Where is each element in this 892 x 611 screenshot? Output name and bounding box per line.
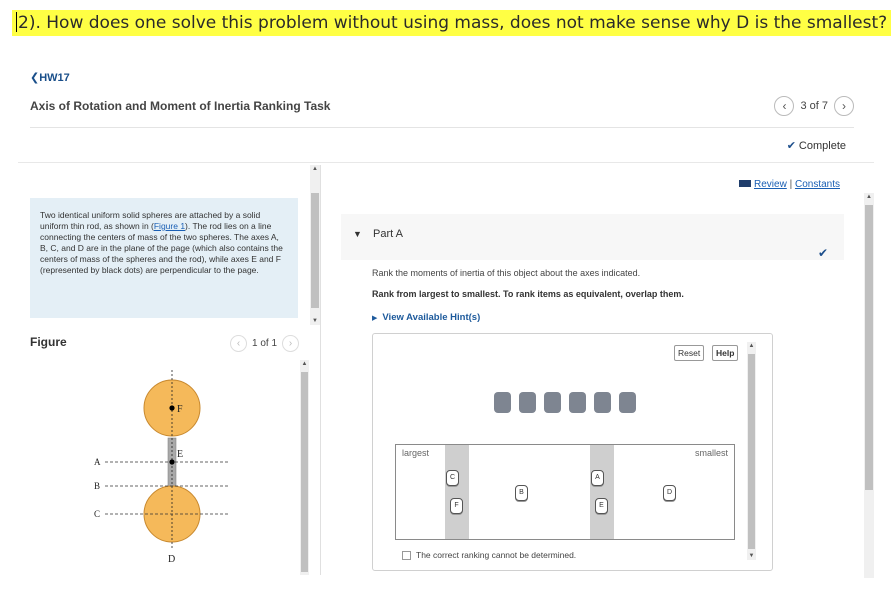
ranking-scroll-thumb[interactable] — [748, 354, 755, 549]
intro-text-after: ). The rod lies on a line connecting the centers of mass of the two spheres. The axes A, B, C, and D are in the plane of the page (which also contains the centers of mass of the spheres and the rod), while axes E and F (represented by black dots) are perpendicular to the page. — [40, 221, 283, 275]
axis-d-label: D — [168, 554, 176, 565]
review-constants-links — [739, 179, 840, 190]
scroll-up-icon[interactable]: ▲ — [312, 166, 318, 172]
check-icon: ✔ — [817, 246, 828, 260]
page-scroll-thumb[interactable] — [865, 205, 873, 490]
cannot-determine-checkbox[interactable] — [402, 551, 411, 560]
page-scrollbar[interactable] — [864, 193, 874, 578]
part-a-header[interactable] — [341, 214, 844, 260]
question-banner — [12, 10, 891, 36]
back-link-label: HW17 — [39, 72, 70, 84]
prev-item-button[interactable] — [774, 96, 794, 116]
caret-down-icon[interactable]: ▼ — [353, 229, 362, 239]
axis-f-dot — [169, 405, 174, 410]
instruction-bold-text: Rank from largest to smallest. To rank items as equivalent, overlap them. — [372, 289, 684, 299]
axis-a-label: A — [94, 457, 101, 467]
book-icon — [739, 180, 751, 187]
problem-intro — [30, 198, 298, 318]
rank-tile-b[interactable]: B — [515, 485, 528, 501]
pane-divider — [320, 165, 321, 575]
axis-c-label: C — [94, 509, 101, 519]
question-text: ). How does one solve this problem without using mass, does not make sense why D is the smallest? — [28, 13, 888, 33]
axis-b-label: B — [94, 481, 101, 491]
check-icon: ✔ — [786, 140, 796, 152]
part-a-title: Part A — [373, 228, 403, 240]
axis-e-label: E — [177, 449, 184, 460]
review-link[interactable]: Review — [754, 179, 787, 190]
intro-text-before: Two identical uniform solid spheres are attached by a solid uniform thin rod, as shown in ( — [40, 210, 261, 231]
caret-right-icon: ▶ — [372, 315, 378, 322]
figure-label: Figure — [30, 335, 67, 349]
scroll-up-icon[interactable]: ▲ — [866, 194, 872, 200]
rank-tile-c[interactable]: C — [446, 470, 459, 486]
prev-figure-button[interactable] — [230, 335, 247, 352]
scroll-down-icon[interactable]: ▼ — [312, 318, 318, 324]
chevron-right-icon: › — [842, 99, 846, 113]
next-item-button[interactable] — [834, 96, 854, 116]
figure-scroll-thumb[interactable] — [301, 372, 308, 572]
chevron-left-icon: ‹ — [782, 99, 787, 113]
view-hints-link[interactable] — [372, 312, 480, 323]
empty-slot — [569, 392, 586, 413]
rank-tile-f[interactable]: F — [450, 498, 463, 514]
empty-slot — [594, 392, 611, 413]
spheres-rod-figure — [80, 368, 250, 568]
empty-slot — [519, 392, 536, 413]
scroll-up-icon[interactable]: ▲ — [301, 361, 308, 367]
scroll-up-icon[interactable]: ▲ — [748, 343, 755, 349]
chevron-left-icon: ❮ — [30, 72, 40, 84]
view-hints-label: View Available Hint(s) — [382, 312, 481, 323]
back-link-hw17[interactable] — [30, 71, 70, 84]
links-separator: | — [789, 179, 793, 190]
constants-link[interactable]: Constants — [794, 179, 840, 190]
chevron-right-icon: › — [288, 338, 293, 349]
intro-scrollbar[interactable] — [310, 165, 320, 325]
rank-tile-d[interactable]: D — [663, 485, 676, 501]
empty-slot — [494, 392, 511, 413]
reset-button[interactable]: Reset — [674, 345, 704, 361]
axis-f-label: F — [177, 404, 183, 415]
chevron-left-icon: ‹ — [236, 338, 241, 349]
rank-tile-e[interactable]: E — [595, 498, 608, 514]
smallest-label: smallest — [694, 448, 728, 458]
cannot-determine-option[interactable] — [402, 550, 576, 560]
rank-tile-a[interactable]: A — [591, 470, 604, 486]
axis-e-dot — [169, 459, 174, 464]
ranking-area[interactable] — [395, 444, 735, 540]
scroll-down-icon[interactable]: ▼ — [748, 553, 755, 559]
help-button[interactable]: Help — [712, 345, 738, 361]
text-caret — [16, 12, 17, 32]
figure-pager — [230, 335, 299, 352]
figure-link[interactable]: Figure 1 — [153, 221, 186, 231]
empty-slot — [619, 392, 636, 413]
largest-label: largest — [402, 448, 430, 458]
next-figure-button[interactable] — [282, 335, 299, 352]
rank-column-highlight — [445, 445, 469, 539]
item-pager-text: 3 of 7 — [800, 100, 828, 112]
header-divider — [30, 127, 854, 128]
assignment-title: Axis of Rotation and Moment of Inertia Ranking Task — [30, 99, 331, 113]
item-pager — [774, 96, 854, 116]
empty-slot — [544, 392, 561, 413]
figure-scrollbar[interactable] — [300, 360, 309, 575]
cannot-determine-label: The correct ranking cannot be determined. — [416, 550, 577, 560]
content-divider — [18, 162, 874, 163]
complete-status-label: Complete — [798, 140, 846, 152]
instruction-text: Rank the moments of inertia of this object about the axes indicated. — [372, 268, 641, 278]
rank-column-highlight — [590, 445, 614, 539]
complete-status — [787, 139, 846, 152]
ranking-scrollbar[interactable] — [747, 342, 756, 560]
figure-pager-text: 1 of 1 — [252, 338, 278, 349]
intro-scroll-thumb[interactable] — [311, 193, 319, 308]
question-caret-char: 2 — [18, 13, 29, 33]
